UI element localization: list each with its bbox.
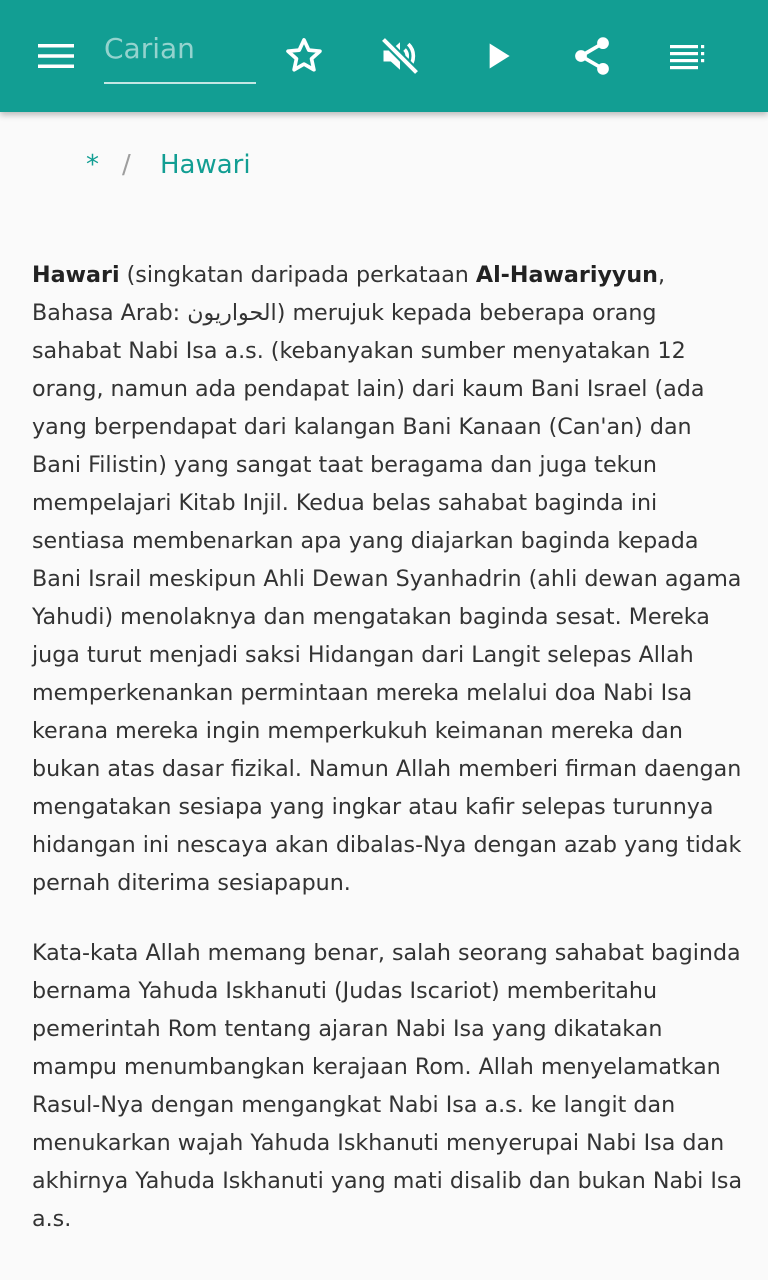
mute-button[interactable] bbox=[372, 28, 428, 84]
article-body bbox=[32, 256, 744, 1270]
volume-off-icon bbox=[378, 34, 422, 78]
article-term: Hawari bbox=[32, 262, 120, 288]
play-button[interactable] bbox=[470, 28, 526, 84]
playlist-icon bbox=[668, 41, 708, 71]
menu-icon bbox=[36, 41, 76, 71]
breadcrumb-current-link[interactable]: Hawari bbox=[160, 150, 251, 180]
favorite-button[interactable] bbox=[276, 28, 332, 84]
menu-button[interactable] bbox=[28, 28, 84, 84]
article-paragraph-1 bbox=[32, 256, 744, 902]
article-text: ) merujuk kepada beberapa orang sahabat Nabi Isa a.s. (kebanyakan sumber menyatakan 12 orang, namun ada pendapat lain) dari kaum Bani Israel (ada yang berpendapat dari kalangan Bani Kanaan (Can'an) dan Bani Filistin) yang sangat taat beragama dan juga tekun mempelajari Kitab Injil. Kedua belas sahabat baginda ini sentiasa membenarkan apa yang diajarkan baginda kepada Bani Israil meskipun Ahli Dewan Syanhadrin (ahli dewan agama Yahudi) menolaknya dan mengatakan baginda sesat. Mereka juga turut menjadi saksi Hidangan dari Langit selepas Allah memperkenankan permintaan mereka melalui doa Nabi Isa kerana mereka ingin memperkukuh keimanan mereka dan bukan atas dasar fizikal. Namun Allah memberi firman daengan mengatakan sesiapa yang ingkar atau kafir selepas turunnya hidangan ini nescaya akan dibalas-Nya dengan azab yang tidak pernah diterima sesiapapun. bbox=[32, 300, 742, 896]
search-field[interactable] bbox=[104, 28, 256, 84]
breadcrumb-separator: / bbox=[122, 150, 131, 180]
article-text: (singkatan daripada perkataan bbox=[119, 262, 476, 288]
share-icon bbox=[570, 34, 614, 78]
app-toolbar bbox=[0, 0, 768, 112]
breadcrumb-root-link[interactable]: * bbox=[86, 150, 99, 180]
article-term-arabic-name: Al-Hawariyyun bbox=[475, 262, 658, 288]
share-button[interactable] bbox=[564, 28, 620, 84]
play-icon bbox=[478, 36, 518, 76]
article-paragraph-2: Kata-kata Allah memang benar, salah seorang sahabat baginda bernama Yahuda Iskhanuti (Judas Iscariot) memberitahu pemerintah Rom tentang ajaran Nabi Isa yang dikatakan mampu menumbangkan kerajaan Rom. Allah menyelamatkan Rasul-Nya dengan mengangkat Nabi Isa a.s. ke langit dan menukarkan wajah Yahuda Iskhanuti menyerupai Nabi Isa dan akhirnya Yahuda Iskhanuti yang mati disalib dan bukan Nabi Isa a.s. bbox=[32, 940, 743, 1232]
breadcrumb bbox=[0, 140, 768, 196]
article-text: , Bahasa Arab: bbox=[32, 262, 666, 326]
playlist-button[interactable] bbox=[660, 28, 716, 84]
arabic-term: الحواريون bbox=[187, 300, 277, 326]
star-outline-icon bbox=[282, 34, 326, 78]
search-input[interactable] bbox=[104, 28, 256, 68]
